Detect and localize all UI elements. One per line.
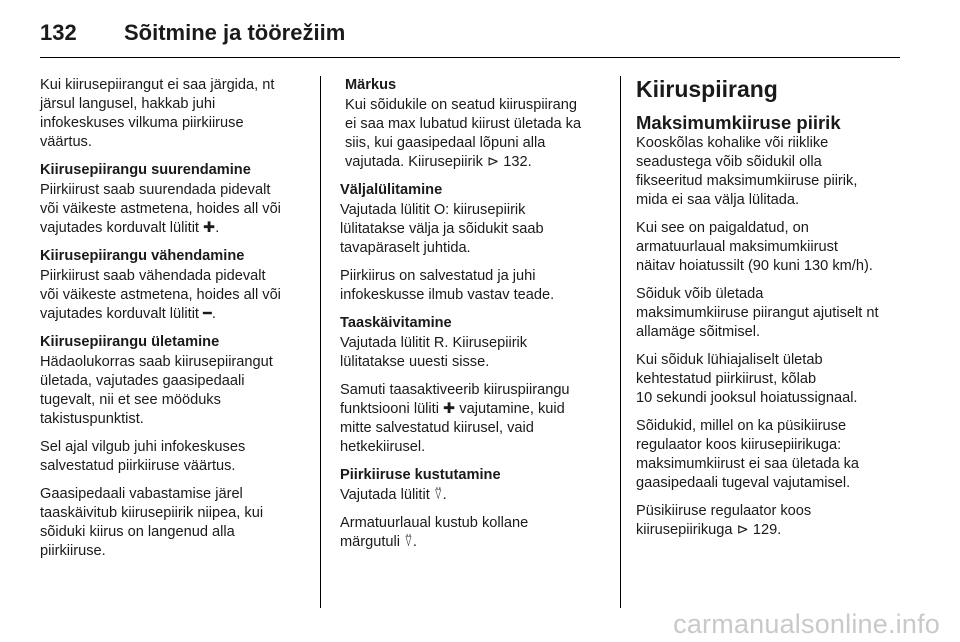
column-right (636, 76, 902, 549)
paragraph: Sõidukid, millel on ka püsikiiruse regulaator koos kiirusepiirikuga: maksimumkiirust ei saa ületada ka gaasipedaali tugeval vajutamisel. (636, 418, 860, 491)
paragraph: Sõiduk võib ületada maksimumkiiruse piirangut ajutiselt nt allamäge sõitmisel. (636, 286, 879, 340)
paragraph: Vajutada lülitit ⍢. (340, 487, 447, 503)
watermark: carmanualsonline.info (673, 609, 940, 639)
paragraph: Kui sõiduk lühiajaliselt ületab kehtestatud piirkiirust, kõlab 10 sekundi jooksul hoiatussignaal. (636, 352, 858, 406)
section-heading: Taaskäivitamine (340, 315, 452, 331)
paragraph: Samuti taasaktiveerib kiiruspiirangu funktsiooni lüliti ✚ vajutamine, kuid mitte salvestatud kiirusel, vaid hetkekiirusel. (340, 382, 570, 455)
paragraph: Piirkiirus on salvestatud ja juhi infokeskusse ilmub vastav teade. (340, 268, 555, 303)
paragraph: Hädaolukorras saab kiirusepiirangut ületada, vajutades gaasipedaali tugevalt, nii et see mööduks takistuspunktist. (40, 354, 273, 427)
paragraph: Kui see on paigaldatud, on armatuurlaual maksimumkiirust näitav hoiatussilt (90 kuni 130 km/h). (636, 220, 873, 274)
chapter-heading: Kiiruspiirang (636, 76, 778, 102)
subsection-heading: Maksimumkiiruse piirik (636, 112, 841, 133)
note-text: Kui sõidukile on seatud kiiruspiirang ei saa max lubatud kiirust ületada ka siis, kui gaasipedaal lõpuni alla vajutada. Kiirusepiirik ⊳ 132. (345, 97, 582, 170)
section-heading: Piirkiiruse kustutamine (340, 467, 501, 483)
paragraph: Armatuurlaual kustub kollane märgutuli ⍢. (340, 515, 529, 550)
paragraph: Vajutada lülitit O: kiirusepiirik lülitatakse välja ja sõidukit saab tavapäraselt juhtida. (340, 202, 544, 256)
section-heading: Kiirusepiirangu suurendamine (40, 162, 251, 178)
paragraph: Sel ajal vilgub juhi infokeskuses salvestatud piirkiiruse väärtus. (40, 439, 246, 474)
paragraph: Piirkiirust saab vähendada pidevalt või väikeste astmetena, hoides all või vajutades korduvalt lülitit ━. (40, 268, 281, 322)
section-heading: Väljalülitamine (340, 182, 443, 198)
page-title: Sõitmine ja töörežiim (124, 20, 346, 45)
paragraph: Gaasipedaali vabastamise järel taaskäivitub kiirusepiirik niipea, kui sõiduki kiirus on langenud alla piirkiiruse. (40, 486, 264, 559)
paragraph: Vajutada lülitit R. Kiirusepiirik lülitatakse uuesti sisse. (340, 335, 528, 370)
paragraph: Püsikiiruse regulaator koos kiirusepiirikuga ⊳ 129. (636, 503, 812, 538)
section-heading: Kiirusepiirangu vähendamine (40, 248, 245, 264)
section-heading: Kiirusepiirangu ületamine (40, 334, 220, 350)
intro-paragraph: Kui kiirusepiirangut ei saa järgida, nt järsul langusel, hakkab juhi infokeskuses vilkuma piirkiiruse väärtus. (40, 77, 275, 150)
column-divider (320, 76, 321, 608)
paragraph: Piirkiirust saab suurendada pidevalt või väikeste astmetena, hoides all või vajutades korduvalt lülitit ✚. (40, 182, 281, 236)
header-rule (40, 57, 900, 58)
note-heading: Märkus (345, 77, 397, 93)
column-middle (340, 76, 612, 561)
note-box (340, 76, 612, 172)
page-number: 132 (40, 20, 77, 45)
page-header (40, 18, 345, 48)
column-left (40, 76, 312, 570)
column-divider (620, 76, 621, 608)
paragraph: Kooskõlas kohalike või riiklike seadustega võib sõidukil olla fikseeritud maksimumkiiruse piirik, mida ei saa välja lülitada. (636, 135, 858, 208)
